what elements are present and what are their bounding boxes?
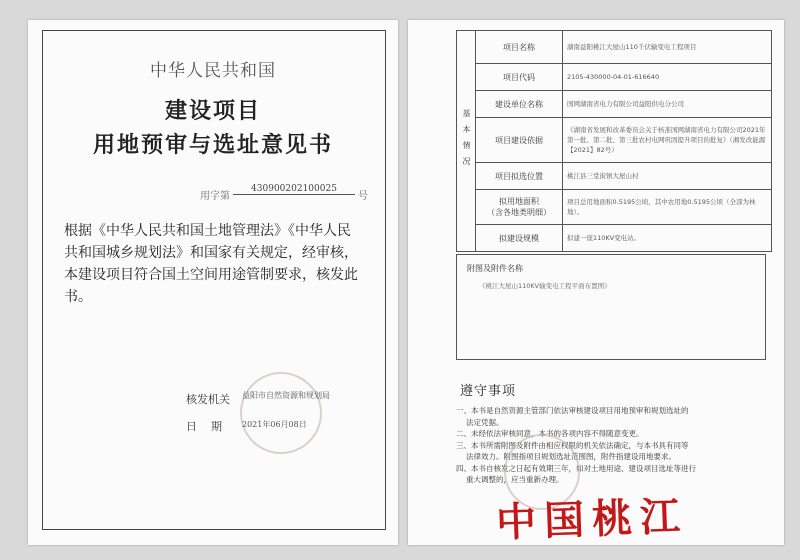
side-label: 基本情况 [457,31,476,252]
note-line: 一、本书是自然资源主管部门依法审核建设项目用地预审和规划选址的 [456,406,689,415]
row-label: 项目名称 [476,31,563,64]
basic-info-table [456,30,772,252]
table-row [457,31,772,64]
note-line: 法律效力。附图指项目规划选址范围图，附件指建设用地要求。 [466,452,676,461]
note-line: 四、本书自核发之日起有效期三年，如对土地用途、建设项目选址等进行 [456,463,696,473]
document-number-value: 430900202100025 [233,184,355,195]
note-line: 法定凭据。 [466,417,504,427]
date-value: 2021年06月08日 [242,420,307,429]
note-line: 二、未经依法审核同意，本书的各项内容不得随意变更。 [456,429,644,438]
annex-title: 附图及附件名称 [467,264,523,273]
watermark-logo: 中国桃江 [495,492,689,547]
row-label: 项目建设依据 [476,118,563,163]
row-label: 项目代码 [476,64,563,91]
country-name: 中华人民共和国 [150,61,276,81]
row-value: 项目总用地面积0.5195公顷，其中农用地0.5195公顷（全部为林地）。 [563,190,772,225]
row-value: 拟建一座110KV变电站。 [563,225,772,252]
row-label: 拟建设规模 [476,225,563,252]
certificate-cover-page [28,20,398,545]
issuer-label: 核发机关 [186,393,230,406]
document-number-label: 用字第 [200,191,230,202]
annex-box [456,254,766,360]
table-row [457,64,772,91]
title-line-2: 用地预审与选址意见书 [92,133,333,158]
row-value: 2105-430000-04-01-616640 [563,64,772,91]
note-line: 重大调整的，应当重新办理。 [466,475,564,484]
row-label: 建设单位名称 [476,91,563,118]
title-line-1: 建设项目 [164,99,261,124]
note-line: 三、本书所需附图及附件由相应权限的机关依法确定，与本书具有同等 [456,440,689,450]
row-label: 项目拟选位置 [476,163,563,190]
row-value: 湖南益阳桃江大屋山110千伏输变电工程项目 [563,31,772,64]
table-row [457,190,772,225]
table-row [457,225,772,252]
date-label: 日期 [186,420,236,433]
table-row [457,163,772,190]
body-paragraph: 根据《中华人民共和国土地管理法》《中华人民共和国城乡规划法》和国家有关规定，经审核，本建设项目符合国土空间用途管制要求，核发此书。 [64,223,358,305]
table-row [457,118,772,163]
row-value: 国网湖南省电力有限公司益阳供电分公司 [563,91,772,118]
table-row [457,91,772,118]
row-value: 桃江县三堂街镇大屋山村 [563,163,772,190]
certificate-detail-page [408,20,784,545]
notes-title: 遵守事项 [460,384,517,399]
row-label: 拟用地面积 （含各地类明细） [476,190,563,225]
annex-item: 《桃江大屋山110KV输变电工程平面布置图》 [479,282,611,290]
official-seal-icon [240,372,322,454]
issuer-value: 益阳市自然资源和规划局 [242,391,330,400]
row-value: 《湖南省发展和改革委员会关于核准国网湖南省电力有限公司2021年第一批、第二批、第三批农村电网巩固提升项目的批复》（湘发改能源【2021】82号） [563,118,772,163]
document-number-suffix: 号 [358,191,368,202]
